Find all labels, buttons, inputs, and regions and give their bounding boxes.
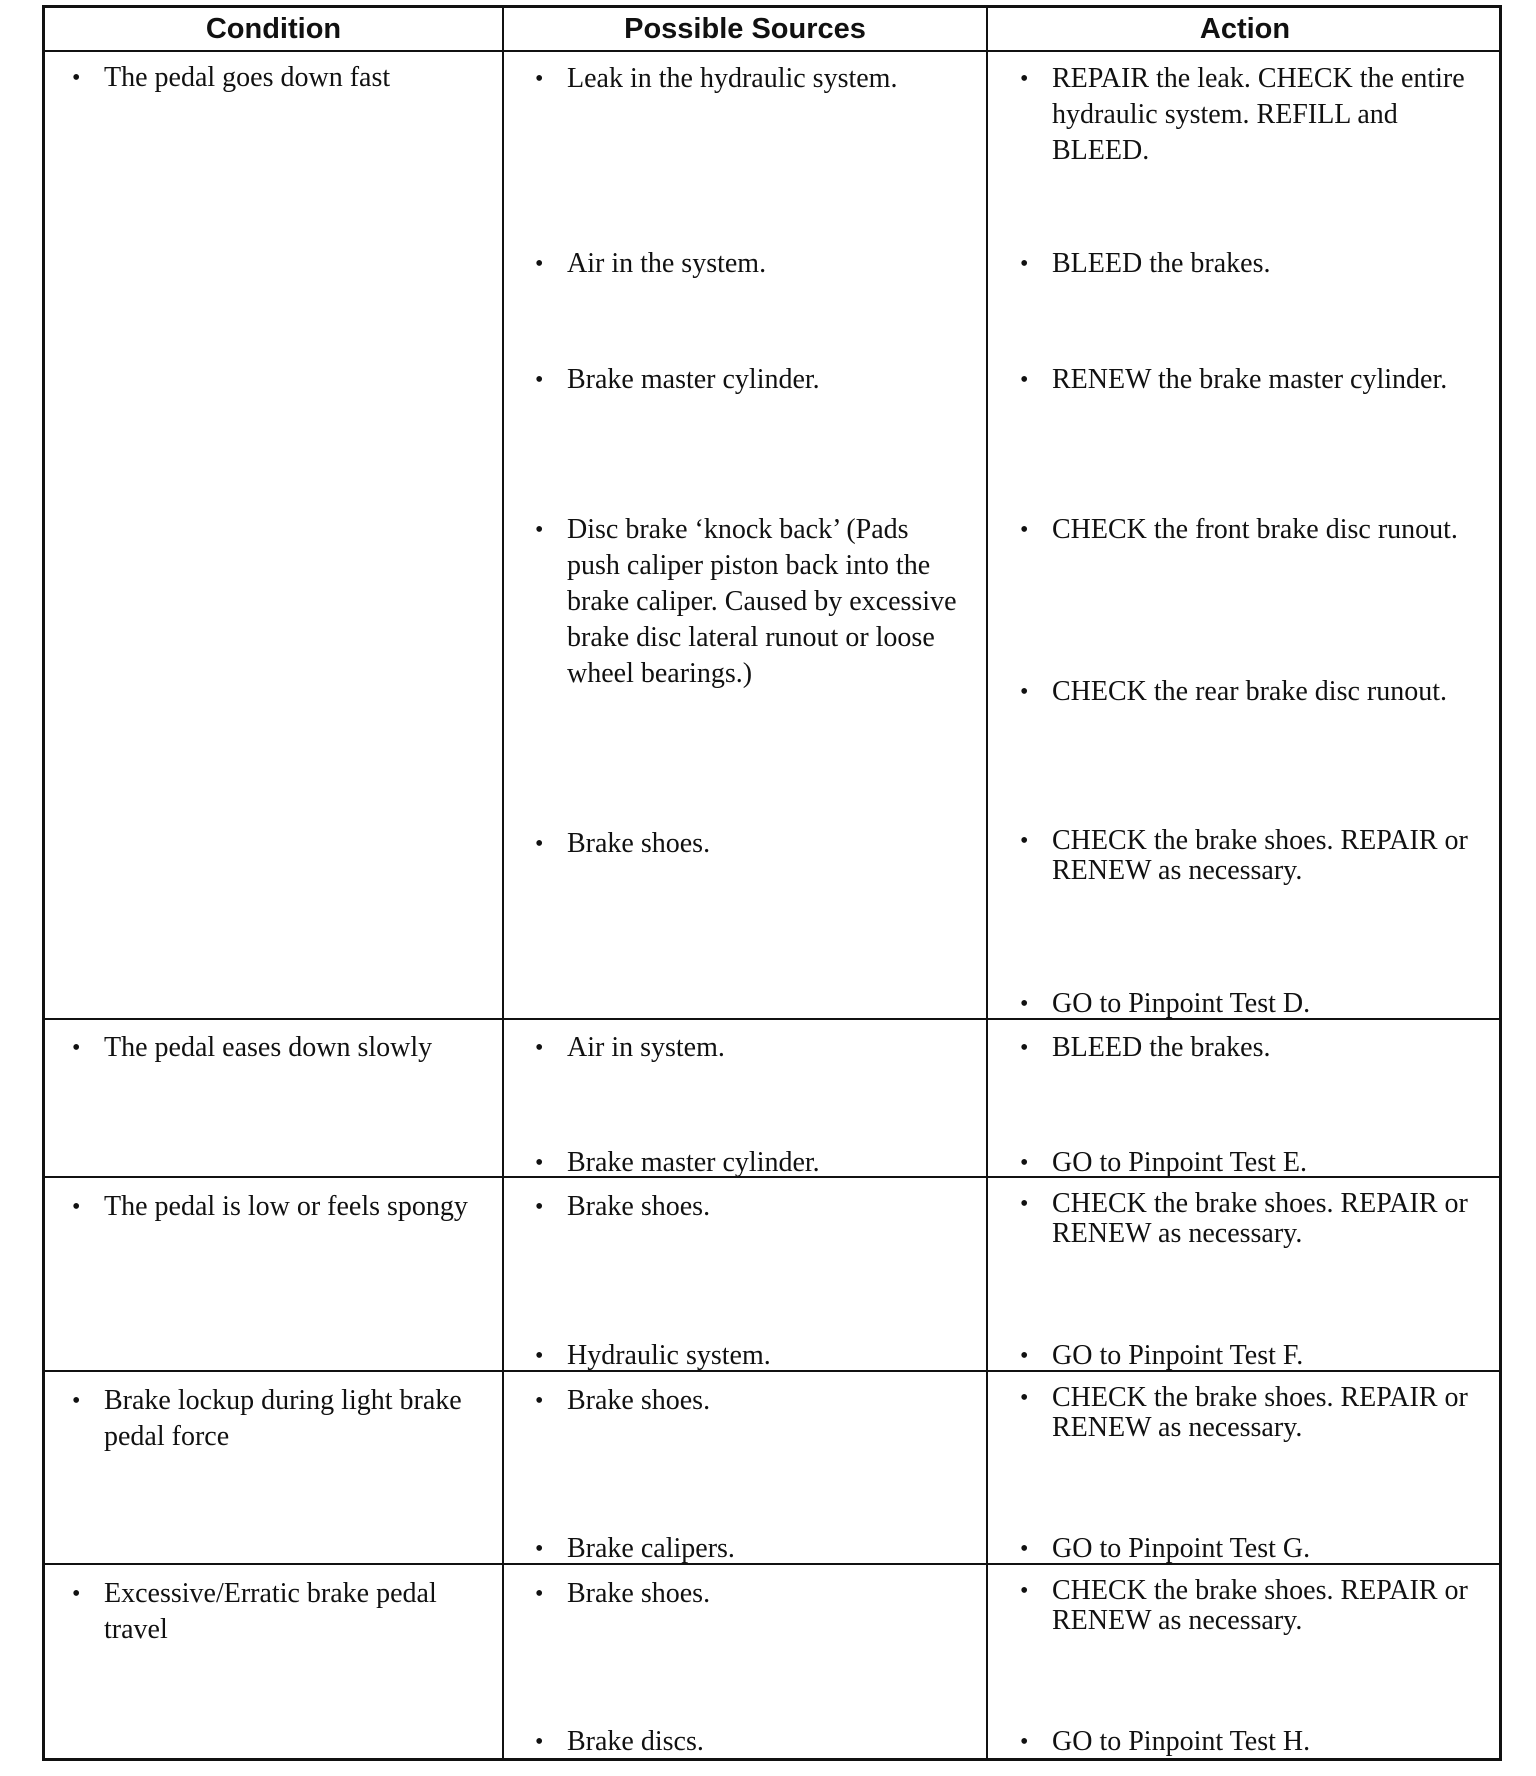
action-label: RENEW the brake master cylinder. xyxy=(1052,364,1448,395)
source-label: Leak in the hydraulic system. xyxy=(567,63,898,94)
action-text xyxy=(1018,61,1488,169)
bullet: • xyxy=(72,1194,81,1220)
source-label: Brake master cylinder. xyxy=(567,364,820,395)
bullet: • xyxy=(1020,828,1029,854)
action-text xyxy=(1018,1383,1488,1443)
source-text xyxy=(533,1576,963,1612)
action-label: REPAIR the leak. CHECK the entire hydraulic system. REFILL and BLEED. xyxy=(1052,63,1465,166)
header-condition: Condition xyxy=(205,13,342,45)
action-text xyxy=(1018,512,1488,548)
troubleshooting-table xyxy=(42,5,1502,1761)
condition-text xyxy=(70,1030,470,1066)
action-label: BLEED the brakes. xyxy=(1052,1032,1271,1063)
condition-text xyxy=(70,1576,470,1648)
action-text xyxy=(1018,1145,1488,1181)
action-text xyxy=(1018,246,1488,282)
bullet: • xyxy=(1020,1729,1029,1755)
bullet: • xyxy=(535,66,544,92)
condition-label: Brake lockup during light brake pedal force xyxy=(104,1385,462,1452)
condition-text xyxy=(70,60,470,96)
bullet: • xyxy=(1020,1150,1029,1176)
action-label: CHECK the brake shoes. REPAIR or RENEW as necessary. xyxy=(1052,1188,1468,1249)
source-label: Brake shoes. xyxy=(567,1578,711,1609)
source-text xyxy=(533,1724,963,1760)
bullet: • xyxy=(72,1388,81,1414)
source-text xyxy=(533,826,963,862)
bullet: • xyxy=(535,251,544,277)
source-text xyxy=(533,61,963,97)
header-action: Action xyxy=(1199,13,1291,45)
column-divider xyxy=(502,8,504,1758)
action-label: CHECK the brake shoes. REPAIR or RENEW as necessary. xyxy=(1052,1382,1468,1443)
header-divider xyxy=(45,50,1499,52)
bullet: • xyxy=(1020,679,1029,705)
bullet: • xyxy=(1020,1385,1029,1411)
condition-label: The pedal is low or feels spongy xyxy=(104,1191,468,1222)
bullet: • xyxy=(1020,1536,1029,1562)
source-label: Brake shoes. xyxy=(567,1191,711,1222)
source-label: Disc brake ‘knock back’ (Pads push caliper piston back into the brake caliper. Caused by excessive brake disc lateral runout or loose wheel bearings.) xyxy=(567,514,957,689)
action-label: GO to Pinpoint Test E. xyxy=(1052,1147,1307,1178)
source-label: Brake shoes. xyxy=(567,828,711,859)
action-text xyxy=(1018,1189,1488,1249)
action-label: CHECK the front brake disc runout. xyxy=(1052,514,1458,545)
source-label: Brake shoes. xyxy=(567,1385,711,1416)
header-possible-sources: Possible Sources xyxy=(624,13,866,45)
action-text xyxy=(1018,674,1488,710)
bullet: • xyxy=(72,1581,81,1607)
condition-label: Excessive/Erratic brake pedal travel xyxy=(104,1578,437,1645)
action-text xyxy=(1018,362,1488,398)
bullet: • xyxy=(72,1035,81,1061)
condition-text xyxy=(70,1189,470,1225)
source-text xyxy=(533,1030,963,1066)
action-label: CHECK the brake shoes. REPAIR or RENEW as necessary. xyxy=(1052,825,1468,886)
source-label: Brake master cylinder. xyxy=(567,1147,820,1178)
action-text xyxy=(1018,1576,1488,1636)
bullet: • xyxy=(535,1343,544,1369)
source-text xyxy=(533,1145,963,1181)
bullet: • xyxy=(1020,517,1029,543)
bullet: • xyxy=(1020,1343,1029,1369)
action-text xyxy=(1018,986,1488,1022)
action-label: GO to Pinpoint Test F. xyxy=(1052,1340,1304,1371)
bullet: • xyxy=(535,1388,544,1414)
source-text xyxy=(533,1189,963,1225)
source-label: Air in system. xyxy=(567,1032,725,1063)
bullet: • xyxy=(1020,367,1029,393)
column-divider xyxy=(986,8,988,1758)
bullet: • xyxy=(535,1581,544,1607)
bullet: • xyxy=(72,65,81,91)
source-text xyxy=(533,512,963,692)
bullet: • xyxy=(535,1536,544,1562)
action-text xyxy=(1018,1531,1488,1567)
source-text xyxy=(533,1531,963,1567)
bullet: • xyxy=(535,367,544,393)
action-label: CHECK the brake shoes. REPAIR or RENEW as necessary. xyxy=(1052,1575,1468,1636)
bullet: • xyxy=(1020,251,1029,277)
action-text xyxy=(1018,1724,1488,1760)
source-label: Brake calipers. xyxy=(567,1533,735,1564)
bullet: • xyxy=(1020,1191,1029,1217)
bullet: • xyxy=(1020,66,1029,92)
bullet: • xyxy=(535,831,544,857)
condition-label: The pedal goes down fast xyxy=(104,62,391,93)
bullet: • xyxy=(535,1729,544,1755)
action-label: CHECK the rear brake disc runout. xyxy=(1052,676,1447,707)
action-text xyxy=(1018,1338,1488,1374)
action-label: GO to Pinpoint Test D. xyxy=(1052,988,1311,1019)
bullet: • xyxy=(1020,1035,1029,1061)
action-text xyxy=(1018,1030,1488,1066)
bullet: • xyxy=(535,1150,544,1176)
bullet: • xyxy=(535,1035,544,1061)
source-label: Air in the system. xyxy=(567,248,767,279)
bullet: • xyxy=(1020,991,1029,1017)
bullet: • xyxy=(535,1194,544,1220)
action-label: GO to Pinpoint Test G. xyxy=(1052,1533,1311,1564)
source-text xyxy=(533,362,963,398)
condition-text xyxy=(70,1383,470,1455)
bullet: • xyxy=(1020,1578,1029,1604)
condition-label: The pedal eases down slowly xyxy=(104,1032,433,1063)
source-text xyxy=(533,246,963,282)
source-text xyxy=(533,1383,963,1419)
action-label: BLEED the brakes. xyxy=(1052,248,1271,279)
source-label: Brake discs. xyxy=(567,1726,704,1757)
action-label: GO to Pinpoint Test H. xyxy=(1052,1726,1311,1757)
bullet: • xyxy=(535,517,544,543)
source-text xyxy=(533,1338,963,1374)
source-label: Hydraulic system. xyxy=(567,1340,771,1371)
action-text xyxy=(1018,826,1488,886)
